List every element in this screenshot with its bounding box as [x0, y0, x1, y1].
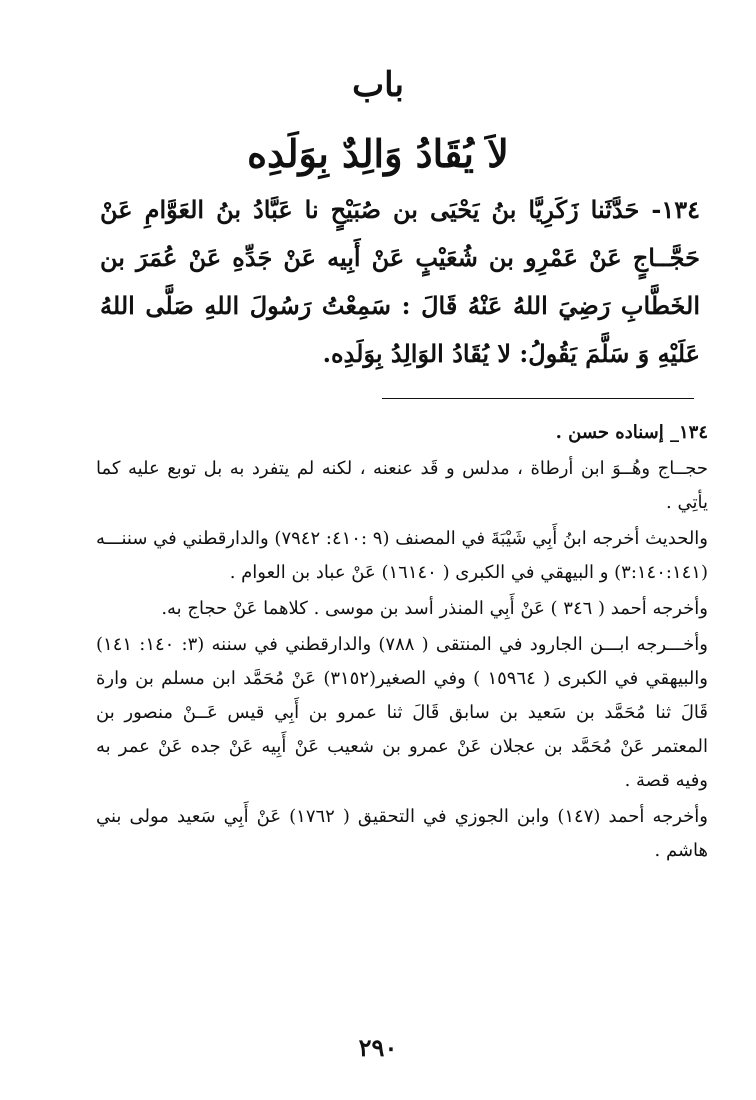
footnote-paragraph: حجــاج وهُــوَ ابن أرطاة ، مدلس و قَد عنعنه ، لكنه لم يتفرد به بل توبع عليه كما يأتِي . [96, 458, 708, 513]
footnotes [96, 416, 708, 870]
chapter-title: لاَ يُقَادُ وَالِدٌ بِوَلَدِه [247, 131, 509, 176]
page-number: ٢٩٠ [358, 1033, 398, 1062]
footnote-paragraph: وأخرجه أحمد (١٤٧) وابن الجوزي في التحقيق ( ١٧٦٢) عَنْ أَبِي سَعيد مولى بني هاشم . [96, 806, 708, 861]
hadith-text [100, 186, 700, 378]
hadith-paragraph: ١٣٤- حَدَّثَنا زَكَرِيَّا بنُ يَحْيَى بن صُبَيْحٍ نا عَبَّادُ بنُ العَوَّامِ عَنْ حَجَّــاجٍ عَنْ عَمْرِو بن شُعَيْبٍ عَنْ أَبِيه عَنْ جَدِّهِ عَنْ عُمَرَ بن الخَطَّابِ رَضِيَ اللهُ عَنْهُ قَالَ : سَمِعْتُ رَسُولَ اللهِ صَلَّى اللهُ عَلَيْهِ وَ سَلَّمَ يَقُولُ: لا يُقَادُ الوَالِدُ بِوَلَدِه. [100, 195, 700, 368]
chapter-label: باب [352, 65, 404, 105]
footnote-paragraph: وأخـــرجه ابـــن الجارود في المنتقى ( ٧٨٨) والدارقطني في سننه (٣: ١٤٠: ١٤١) والبيهقي في الكبرى ( ١٥٩٦٤ ) وفي الصغير(٣١٥٢) عَنْ مُحَمَّد ابن مسلم بن وارة قَالَ ثنا مُحَمَّد بن سَعيد بن سابق قَالَ ثنا عمرو بن أَبِي قيس عَــنْ منصور بن المعتمر عَنْ مُحَمَّد بن عجلان عَنْ عمرو بن شعيب عَنْ أَبِيه عَنْ جده عَنْ عمر به وفيه قصة . [96, 634, 709, 791]
footnote-divider [382, 398, 694, 399]
footnote-paragraph: والحديث أخرجه ابنُ أَبِي شَيْبَةَ في المصنف (٩ :٤١٠: ٧٩٤٢) والدارقطني في سننـــه (٣:١٤٠:١٤١) و البيهقي في الكبرى ( ١٦١٤٠) عَنْ عباد بن العوام . [96, 528, 708, 583]
footnote-paragraph: وأخرجه أحمد ( ٣٤٦ ) عَنْ أَبِي المنذر أسد بن موسى . كلاهما عَنْ حجاج به. [161, 598, 708, 619]
footnote-heading: ١٣٤_ إسناده حسن . [555, 422, 708, 443]
